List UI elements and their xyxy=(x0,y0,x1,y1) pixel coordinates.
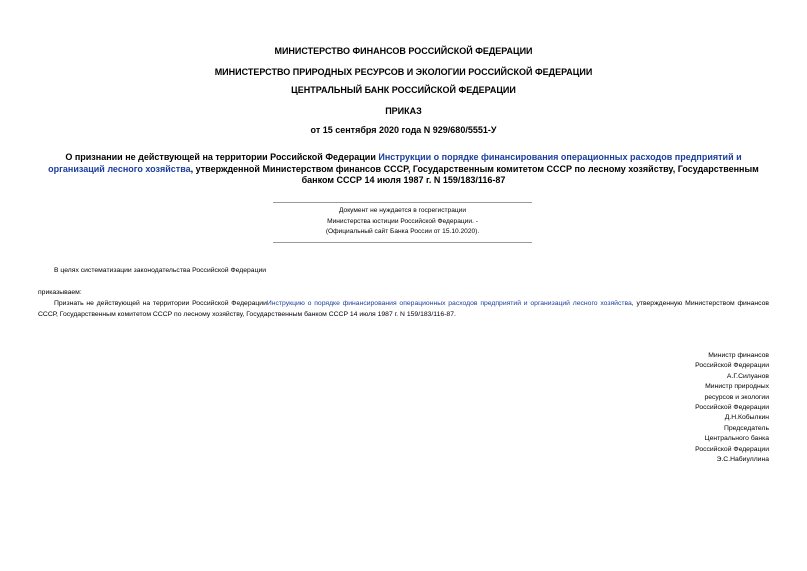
intro-text: В целях систематизации законодательства Российской Федерации xyxy=(54,267,267,274)
title-instruction-link[interactable]: Инструкции о порядке финансирования операционных расходов предприятий и организаций лесного хозяйства xyxy=(48,152,742,174)
note-line-3: (Официальный сайт Банка России от 15.10.2020). xyxy=(325,228,480,235)
registration-note xyxy=(273,206,532,238)
body-suffix: , утвержденную Министерством финансов СССР, Государственным комитетом СССР по лесному хозяйству, Государственным банком СССР 14 июля 1987 г. N 159/183/116-87. xyxy=(38,300,769,318)
signature-line: Д.Н.Кобылкин xyxy=(724,414,769,422)
central-bank-heading: ЦЕНТРАЛЬНЫЙ БАНК РОССИЙСКОЙ ФЕДЕРАЦИИ xyxy=(291,85,516,95)
title-prefix: О признании не действующей на территории Российской Федерации xyxy=(65,152,379,162)
signature-line: Российской Федерации xyxy=(695,445,769,453)
note-line-2: Министерства юстиции Российской Федерации. - xyxy=(327,217,478,225)
note-bottom-rule xyxy=(273,242,532,243)
signature-line: Э.С.Набиуллина xyxy=(716,456,769,464)
body-instruction-link[interactable]: Инструкцию о порядке финансирования операционных расходов предприятий и организаций лесного хозяйства xyxy=(266,300,632,307)
signature-line: Российской Федерации xyxy=(695,404,769,412)
note-top-rule xyxy=(273,202,532,203)
ministry-finance-heading: МИНИСТЕРСТВО ФИНАНСОВ РОССИЙСКОЙ ФЕДЕРАЦИИ xyxy=(274,46,533,56)
signature-line: А.Г.Силуанов xyxy=(726,372,769,380)
document-date-number: от 15 сентября 2020 года N 929/680/5551-У xyxy=(310,125,497,135)
order-word: приказываем: xyxy=(38,289,82,296)
signature-block xyxy=(609,351,769,465)
note-line-1: Документ не нуждается в госрегистрации xyxy=(338,207,467,214)
signature-line: Центрального банка xyxy=(704,435,769,443)
document-title xyxy=(38,152,769,187)
signature-line: Председатель xyxy=(724,424,769,432)
signature-line: Российской Федерации xyxy=(695,362,769,370)
body-prefix: Признать не действующей на территории Российской Федерации xyxy=(54,300,267,307)
signature-line: Министр природных xyxy=(705,383,769,391)
title-suffix: , утвержденной Министерством финансов СССР, Государственным комитетом СССР по лесному хозяйству, Государственным банком СССР 14 июля 1987 г. N 159/183/116-87 xyxy=(190,163,759,185)
ministry-nature-heading: МИНИСТЕРСТВО ПРИРОДНЫХ РЕСУРСОВ И ЭКОЛОГИИ РОССИЙСКОЙ ФЕДЕРАЦИИ xyxy=(214,67,593,77)
document-type: ПРИКАЗ xyxy=(385,106,422,116)
signature-line: ресурсов и экологии xyxy=(704,393,769,401)
order-paragraph xyxy=(38,298,769,320)
signature-line: Министр финансов xyxy=(708,352,769,359)
